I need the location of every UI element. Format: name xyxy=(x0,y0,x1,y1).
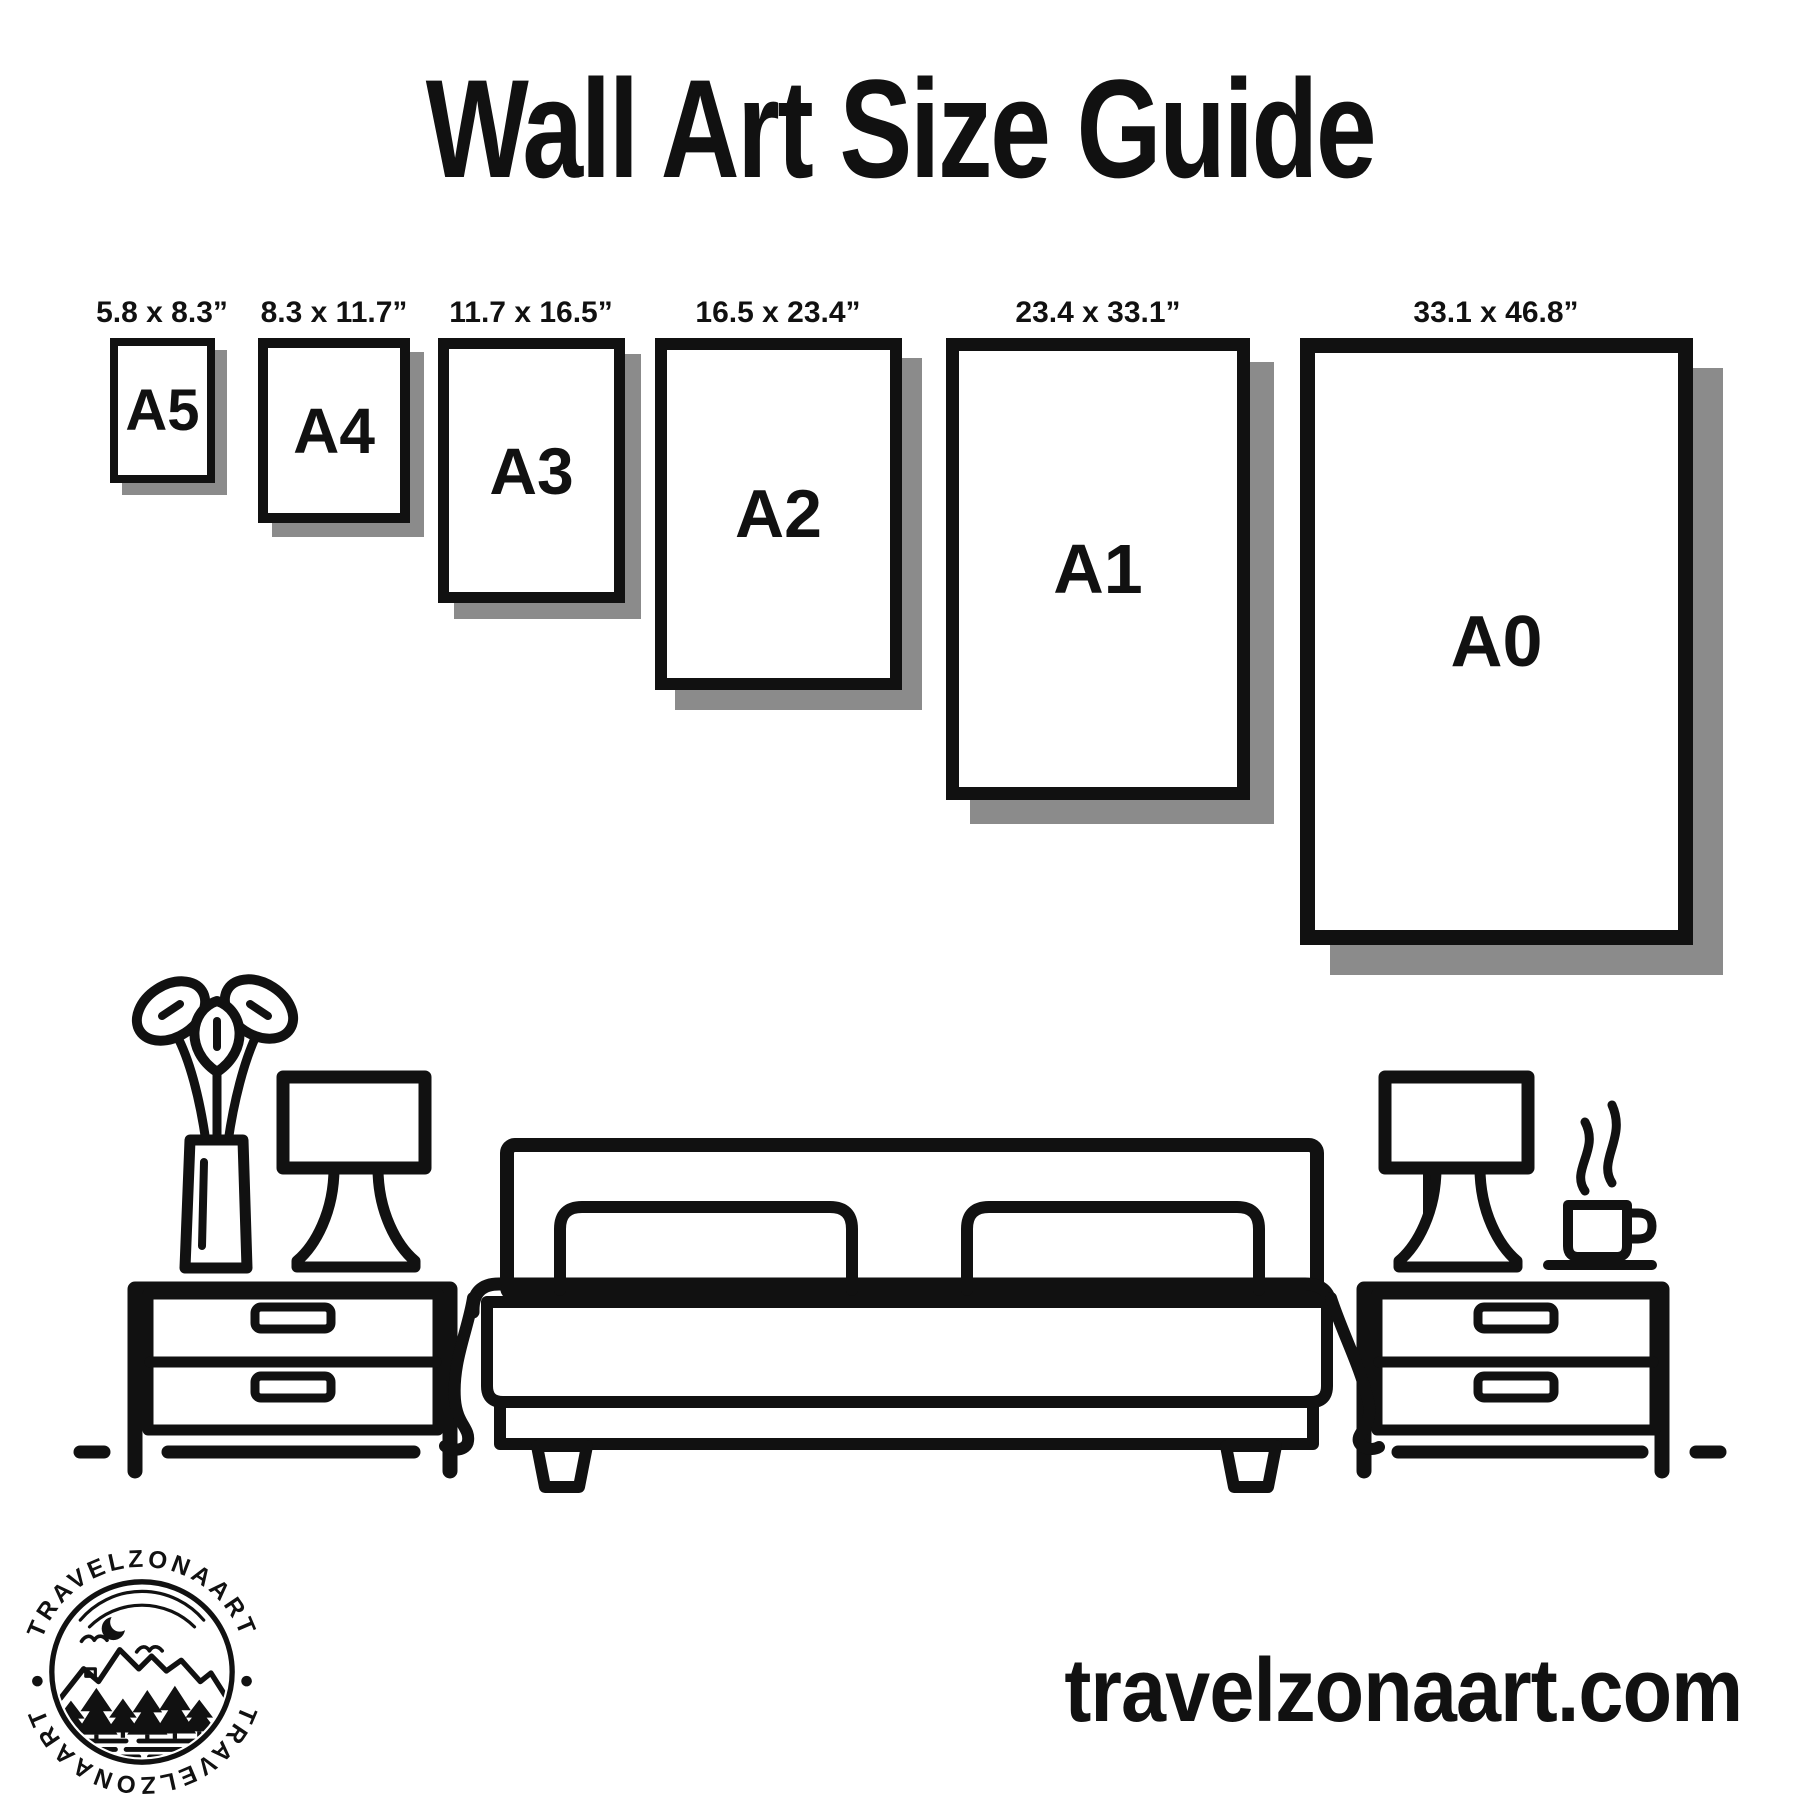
bird-icon xyxy=(82,1636,107,1641)
table-lamp-icon xyxy=(1385,1077,1528,1267)
dimension-label-a5: 5.8 x 8.3” xyxy=(96,296,228,329)
frame-letter-a0: A0 xyxy=(1450,601,1543,682)
coffee-cup-icon xyxy=(1548,1105,1652,1265)
logo-text-bottom: TRAVELZONAART xyxy=(22,1702,262,1794)
logo-text-top: TRAVELZONAART xyxy=(22,1550,262,1642)
dimension-label-a0: 33.1 x 46.8” xyxy=(1413,296,1579,329)
dimension-label-a1: 23.4 x 33.1” xyxy=(1015,296,1181,329)
nightstand-icon xyxy=(1364,1289,1662,1471)
frame-letter-a3: A3 xyxy=(489,433,574,508)
dimension-label-a3: 11.7 x 16.5” xyxy=(449,296,613,329)
frame-letter-a5: A5 xyxy=(125,378,200,443)
website-url: travelzonaart.com xyxy=(1064,1641,1742,1741)
frame-letter-a2: A2 xyxy=(735,476,822,552)
frame-letter-a1: A1 xyxy=(1053,530,1143,608)
frame-letter-a4: A4 xyxy=(293,394,375,467)
bird-icon xyxy=(137,1647,162,1652)
logo-dot-right xyxy=(241,1676,252,1687)
dimension-label-a4: 8.3 x 11.7” xyxy=(260,296,408,329)
table-lamp-icon xyxy=(283,1077,425,1267)
page-title: Wall Art Size Guide xyxy=(425,50,1375,207)
brand-logo xyxy=(20,1550,264,1794)
logo-dot-left xyxy=(32,1676,43,1687)
bed-icon xyxy=(445,1145,1379,1487)
dimension-label-a2: 16.5 x 23.4” xyxy=(695,296,861,329)
moon-icon xyxy=(102,1613,130,1641)
nightstand-icon xyxy=(135,1289,450,1471)
